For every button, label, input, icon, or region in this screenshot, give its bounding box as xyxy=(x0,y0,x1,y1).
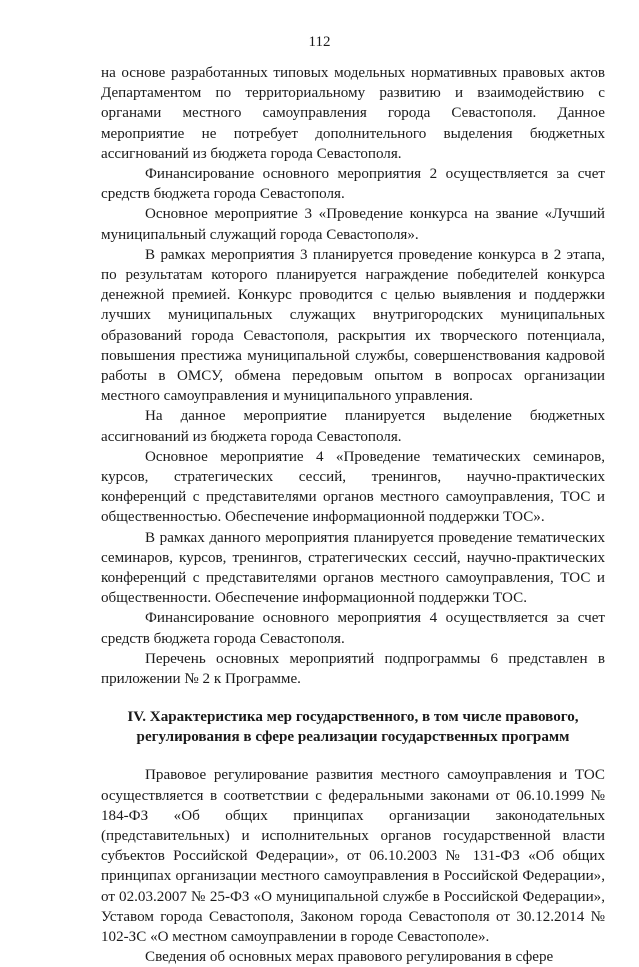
paragraph-continuation: на основе разработанных типовых модельных нормативных правовых актов Департаментом по территориальному развитию и взаимодействию с органами местного самоуправления города Севастополя. Данное мероприятие не потребует дополнительного выделения бюджетных ассигнований из бюджета города Севастополя. xyxy=(101,65,605,162)
page-number: 112 xyxy=(308,34,331,50)
paragraph: В рамках данного мероприятия планируется проведение тематических семинаров, курсов, тренингов, стратегических сессий, научно-практических конференций с представителями органов местного самоуправления, ТОС и общественности. Обеспечение информационной поддержки ТОС. xyxy=(101,529,605,607)
paragraph: Финансирование основного мероприятия 2 осуществляется за счет средств бюджета города Севастополя. xyxy=(101,166,605,203)
paragraph: Основное мероприятие 4 «Проведение тематических семинаров, курсов, стратегических сессий, тренингов, научно-практических конференций с представителями органов местного самоуправления, ТОС и общественностью. Обеспечение информационной поддержки ТОС». xyxy=(101,448,605,526)
section-heading: IV. Характеристика мер государственного, в том числе правового, регулирования в сфере реализации государственных программ xyxy=(127,709,579,746)
paragraph: Финансирование основного мероприятия 4 осуществляется за счет средств бюджета города Севастополя. xyxy=(101,610,605,647)
document-body xyxy=(101,63,605,967)
paragraph: Правовое регулирование развития местного самоуправления и ТОС осуществляется в соответствии с федеральными законами от 06.10.1999 № 184-ФЗ «Об общих принципах организации законодательных (представительных) и исполнительных органов государственной власти субъектов Российской Федерации», от 06.10.2003 № 131-ФЗ «Об общих принципах организации местного самоуправления в Российской Федерации», от 02.03.2007 № 25-ФЗ «О муниципальной службе в Российской Федерации», Уставом города Севастополя, Законом города Севастополя от 30.12.2014 № 102-ЗС «О местном самоуправлении в городе Севастополе». xyxy=(101,767,605,945)
paragraph: На данное мероприятие планируется выделение бюджетных ассигнований из бюджета города Севастополя. xyxy=(101,408,605,445)
paragraph: Перечень основных мероприятий подпрограммы 6 представлен в приложении № 2 к Программе. xyxy=(101,650,605,688)
paragraph: Основное мероприятие 3 «Проведение конкурса на звание «Лучший муниципальный служащий города Севастополя». xyxy=(101,206,605,243)
paragraph: Сведения об основных мерах правового регулирования в сфере xyxy=(145,949,554,966)
paragraph: В рамках мероприятия 3 планируется проведение конкурса в 2 этапа, по результатам которого планируется награждение победителей конкурса денежной премией. Конкурс проводится с целью выявления и поддержки лучших муниципальных служащих внутригородских муниципальных образований города Севастополя, раскрытия их творческого потенциала, повышения престижа муниципальной службы, совершенствования кадровой работы в ОМСУ, обмена передовым опытом в вопросах организации местного самоуправления и муниципального управления. xyxy=(101,246,605,405)
